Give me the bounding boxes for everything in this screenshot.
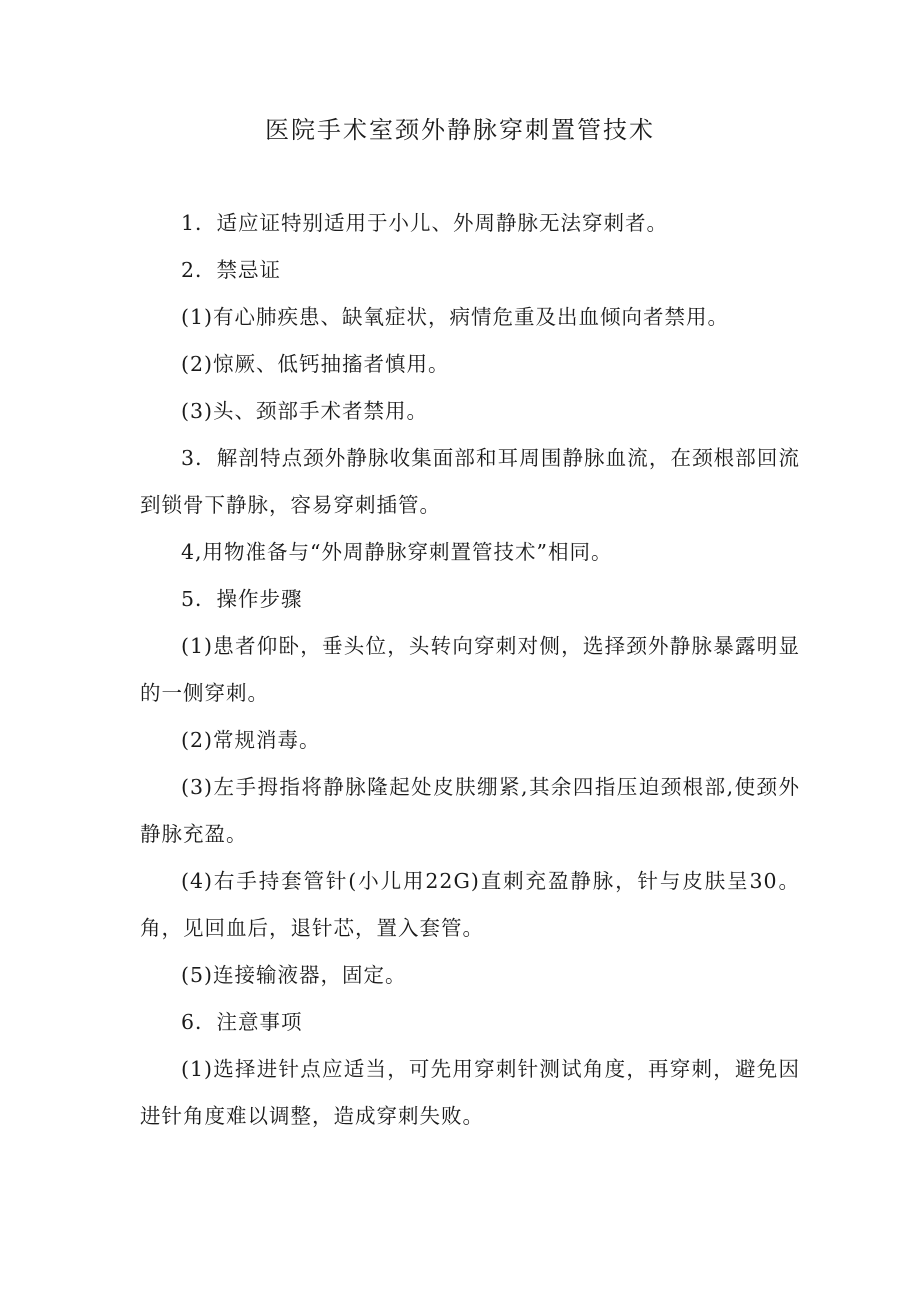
procedure-step-3: (3)左手拇指将静脉隆起处皮肤绷紧,其余四指压迫颈根部,使颈外静脉充盈。 <box>140 775 800 846</box>
paragraph-supplies: 4,用物准备与“外周静脉穿刺置管技术”相同。 <box>181 540 613 564</box>
heading-contraindications: 2．禁忌证 <box>181 258 282 282</box>
contraindication-item-1: (1)有心肺疾患、缺氧症状，病情危重及出血倾向者禁用。 <box>181 305 730 329</box>
paragraph-indications: 1．适应证特别适用于小儿、外周静脉无法穿刺者。 <box>181 211 669 235</box>
document-body <box>140 200 800 1140</box>
procedure-step-5: (5)连接输液器，固定。 <box>181 963 407 987</box>
procedure-step-4: (4)右手持套管针(小儿用22G)直刺充盈静脉，针与皮肤呈30。角，见回血后，退针芯，置入套管。 <box>140 869 800 940</box>
page-title: 医院手术室颈外静脉穿刺置管技术 <box>265 116 655 144</box>
precaution-item-1: (1)选择进针点应适当，可先用穿刺针测试角度，再穿刺，避免因进针角度难以调整，造成穿刺失败。 <box>140 1057 800 1128</box>
heading-procedure: 5．操作步骤 <box>181 587 303 611</box>
procedure-step-1: (1)患者仰卧，垂头位，头转向穿刺对侧，选择颈外静脉暴露明显的一侧穿刺。 <box>140 634 800 705</box>
contraindication-item-3: (3)头、颈部手术者禁用。 <box>181 399 429 423</box>
contraindication-item-2: (2)惊厥、低钙抽搐者慎用。 <box>181 352 450 376</box>
heading-precautions: 6．注意事项 <box>181 1010 303 1034</box>
procedure-step-2: (2)常规消毒。 <box>181 728 321 752</box>
paragraph-anatomy: 3．解剖特点颈外静脉收集面部和耳周围静脉血流，在颈根部回流到锁骨下静脉，容易穿刺插管。 <box>140 446 800 517</box>
